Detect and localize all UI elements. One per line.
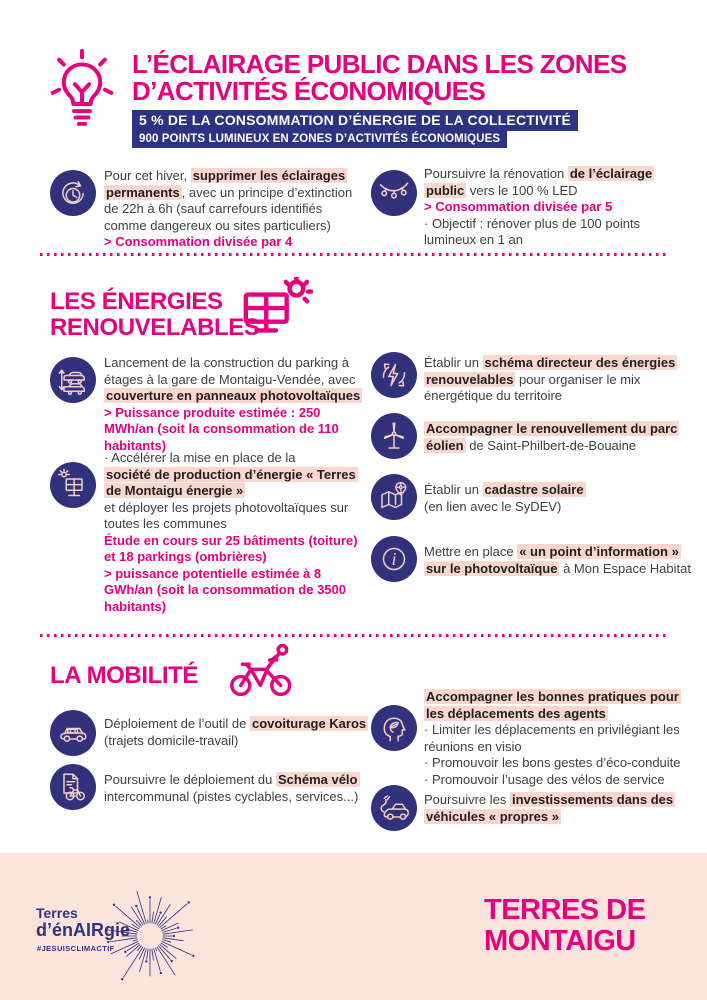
text-segment: pour organiser le mix énergétique du territoire <box>424 371 641 403</box>
text-segment: > puissance potentielle estimée à 8 GWh/an (soit la consommation de 3500 habitants) <box>104 565 346 614</box>
stat-banner-line2: 900 POINTS LUMINEUX EN ZONES D’ACTIVITÉS ÉCONOMIQUES <box>132 131 507 148</box>
text-segment: intercommunal (pistes cyclables, services...) <box>104 788 359 804</box>
info-icon <box>371 536 417 582</box>
energies-title-line1: LES ÉNERGIES <box>50 288 223 315</box>
text-segment: Établir un <box>424 482 483 497</box>
item-text-covoiturage <box>104 716 380 749</box>
clock-extinction-icon <box>50 170 96 216</box>
footer <box>0 853 707 1000</box>
multi-storey-parking-icon <box>50 357 96 403</box>
program-name-line2: d’énAIRgie <box>36 920 131 940</box>
text-segment: (en lien avec le SyDEV) <box>424 498 562 514</box>
dotted-separator <box>40 253 670 256</box>
renewable-energy-icon <box>371 352 417 398</box>
org-logo <box>484 895 645 957</box>
text-segment: > Puissance produite estimée : 250 MWh/an (soit la consommation de 110 habitants) <box>104 404 339 453</box>
item-text-parc-eolien <box>424 421 692 454</box>
text-segment: Mettre en place <box>424 544 518 559</box>
electric-car-icon <box>371 785 417 831</box>
text-segment: société de production d’énergie « Terres de Montaigu énergie » <box>106 466 356 498</box>
text-segment: « un point d’information » sur le photovoltaïque <box>426 544 679 576</box>
text-segment: (trajets domicile-travail) <box>104 732 239 748</box>
page-title-line2: D’ACTIVITÉS ÉCONOMIQUES <box>132 76 486 106</box>
stat-banner-line1: 5 % DE LA CONSOMMATION D’ÉNERGIE DE LA COLLECTIVITÉ <box>132 110 578 131</box>
solar-cadastre-map-icon <box>371 474 417 520</box>
text-segment: > Consommation divisée par 5 <box>424 199 613 214</box>
text-segment: , avec un principe d’extinction de 22h à 6h (sauf carrefours identifiés comme dangereux ou sites particuliers) <box>104 184 353 233</box>
text-segment: Accompagner le renouvellement du parc éolien <box>426 421 678 453</box>
text-segment: · Limiter les déplacements en privilégiant les réunions en visio <box>424 722 680 754</box>
header <box>132 51 692 148</box>
item-text-schema-directeur <box>424 355 686 405</box>
energies-title-line2: RENOUVELABLES <box>50 314 260 341</box>
carpool-car-icon <box>50 710 96 756</box>
cyclist-icon <box>228 640 296 707</box>
item-text-renovation-led <box>424 166 684 249</box>
text-segment: Poursuivre la rénovation <box>424 166 568 181</box>
item-text-eclairage-hiver <box>104 168 366 251</box>
text-segment: vers le 100 % LED <box>466 182 578 198</box>
text-segment: Accompagner les bonnes pratiques pour les déplacements des agents <box>426 689 679 721</box>
text-segment: Lancement de la construction du parking à étages à la gare de Montaigu-Vendée, avec <box>104 355 356 387</box>
text-segment: · Promouvoir l’usage des vélos de service <box>424 771 665 787</box>
item-text-cadastre-solaire <box>424 482 686 515</box>
item-text-bonnes-pratiques <box>424 689 694 788</box>
text-segment: supprimer les éclairages permanents <box>106 168 346 200</box>
item-text-schema-velo <box>104 772 380 805</box>
text-segment: de Saint-Philbert-de-Bouaine <box>465 437 637 453</box>
text-segment: de l’éclairage public <box>426 166 653 198</box>
text-segment: covoiturage Karos <box>251 716 367 731</box>
text-segment: cadastre solaire <box>484 482 584 497</box>
dotted-separator <box>40 634 670 637</box>
program-name-line1: Terres <box>36 905 78 921</box>
bike-plan-icon <box>50 764 96 810</box>
program-hashtag: #JESUISCLIMACTIF <box>37 944 115 953</box>
text-segment: à Mon Espace Habitat <box>559 560 691 576</box>
org-name-line1: TERRES DE <box>484 894 646 926</box>
text-segment: · Promouvoir les bons gestes d’éco-conduite <box>424 755 681 770</box>
text-segment: Poursuivre le déploiement du <box>104 772 276 787</box>
text-segment: Étude en cours sur 25 bâtiments (toiture) et 18 parkings (ombrières) <box>104 532 358 564</box>
text-segment: Poursuivre les <box>424 792 510 807</box>
text-segment: couverture en panneaux photovoltaïques <box>106 388 361 403</box>
text-segment: Pour cet hiver, <box>104 168 191 183</box>
svg-text:i: i <box>391 549 397 569</box>
energies-section-title <box>50 289 260 341</box>
wind-turbine-icon <box>371 413 417 459</box>
mobilite-section-title: LA MOBILITÉ <box>50 662 199 689</box>
item-text-vehicules-propres <box>424 792 686 825</box>
text-segment: et déployer les projets photovoltaïques sur toutes les communes <box>104 499 349 531</box>
text-segment: Schéma vélo <box>278 772 358 787</box>
text-segment: investissements dans des véhicules « propres » <box>426 792 674 824</box>
page-title-line1: L’ÉCLAIRAGE PUBLIC DANS LES ZONES <box>132 49 627 79</box>
text-segment: Déploiement de l’outil de <box>104 716 250 731</box>
text-segment: · Objectif : rénover plus de 100 points lumineux en 1 an <box>424 215 641 247</box>
string-lights-icon <box>371 170 417 216</box>
text-segment: Établir un <box>424 355 483 370</box>
item-text-parking-photovoltaique <box>104 355 372 454</box>
item-text-point-information <box>424 544 692 577</box>
org-name-line2: MONTAIGU <box>484 925 636 957</box>
item-text-societe-production <box>104 450 372 615</box>
solar-panel-sun-icon <box>237 277 313 352</box>
eco-mindset-icon <box>371 705 417 751</box>
solar-production-icon <box>50 462 96 508</box>
text-segment: > Consommation divisée par 4 <box>104 234 293 249</box>
lightbulb-icon <box>42 47 122 142</box>
text-segment: · Accélérer la mise en place de la <box>104 450 296 465</box>
text-segment: schéma directeur des énergies renouvelables <box>426 355 676 387</box>
